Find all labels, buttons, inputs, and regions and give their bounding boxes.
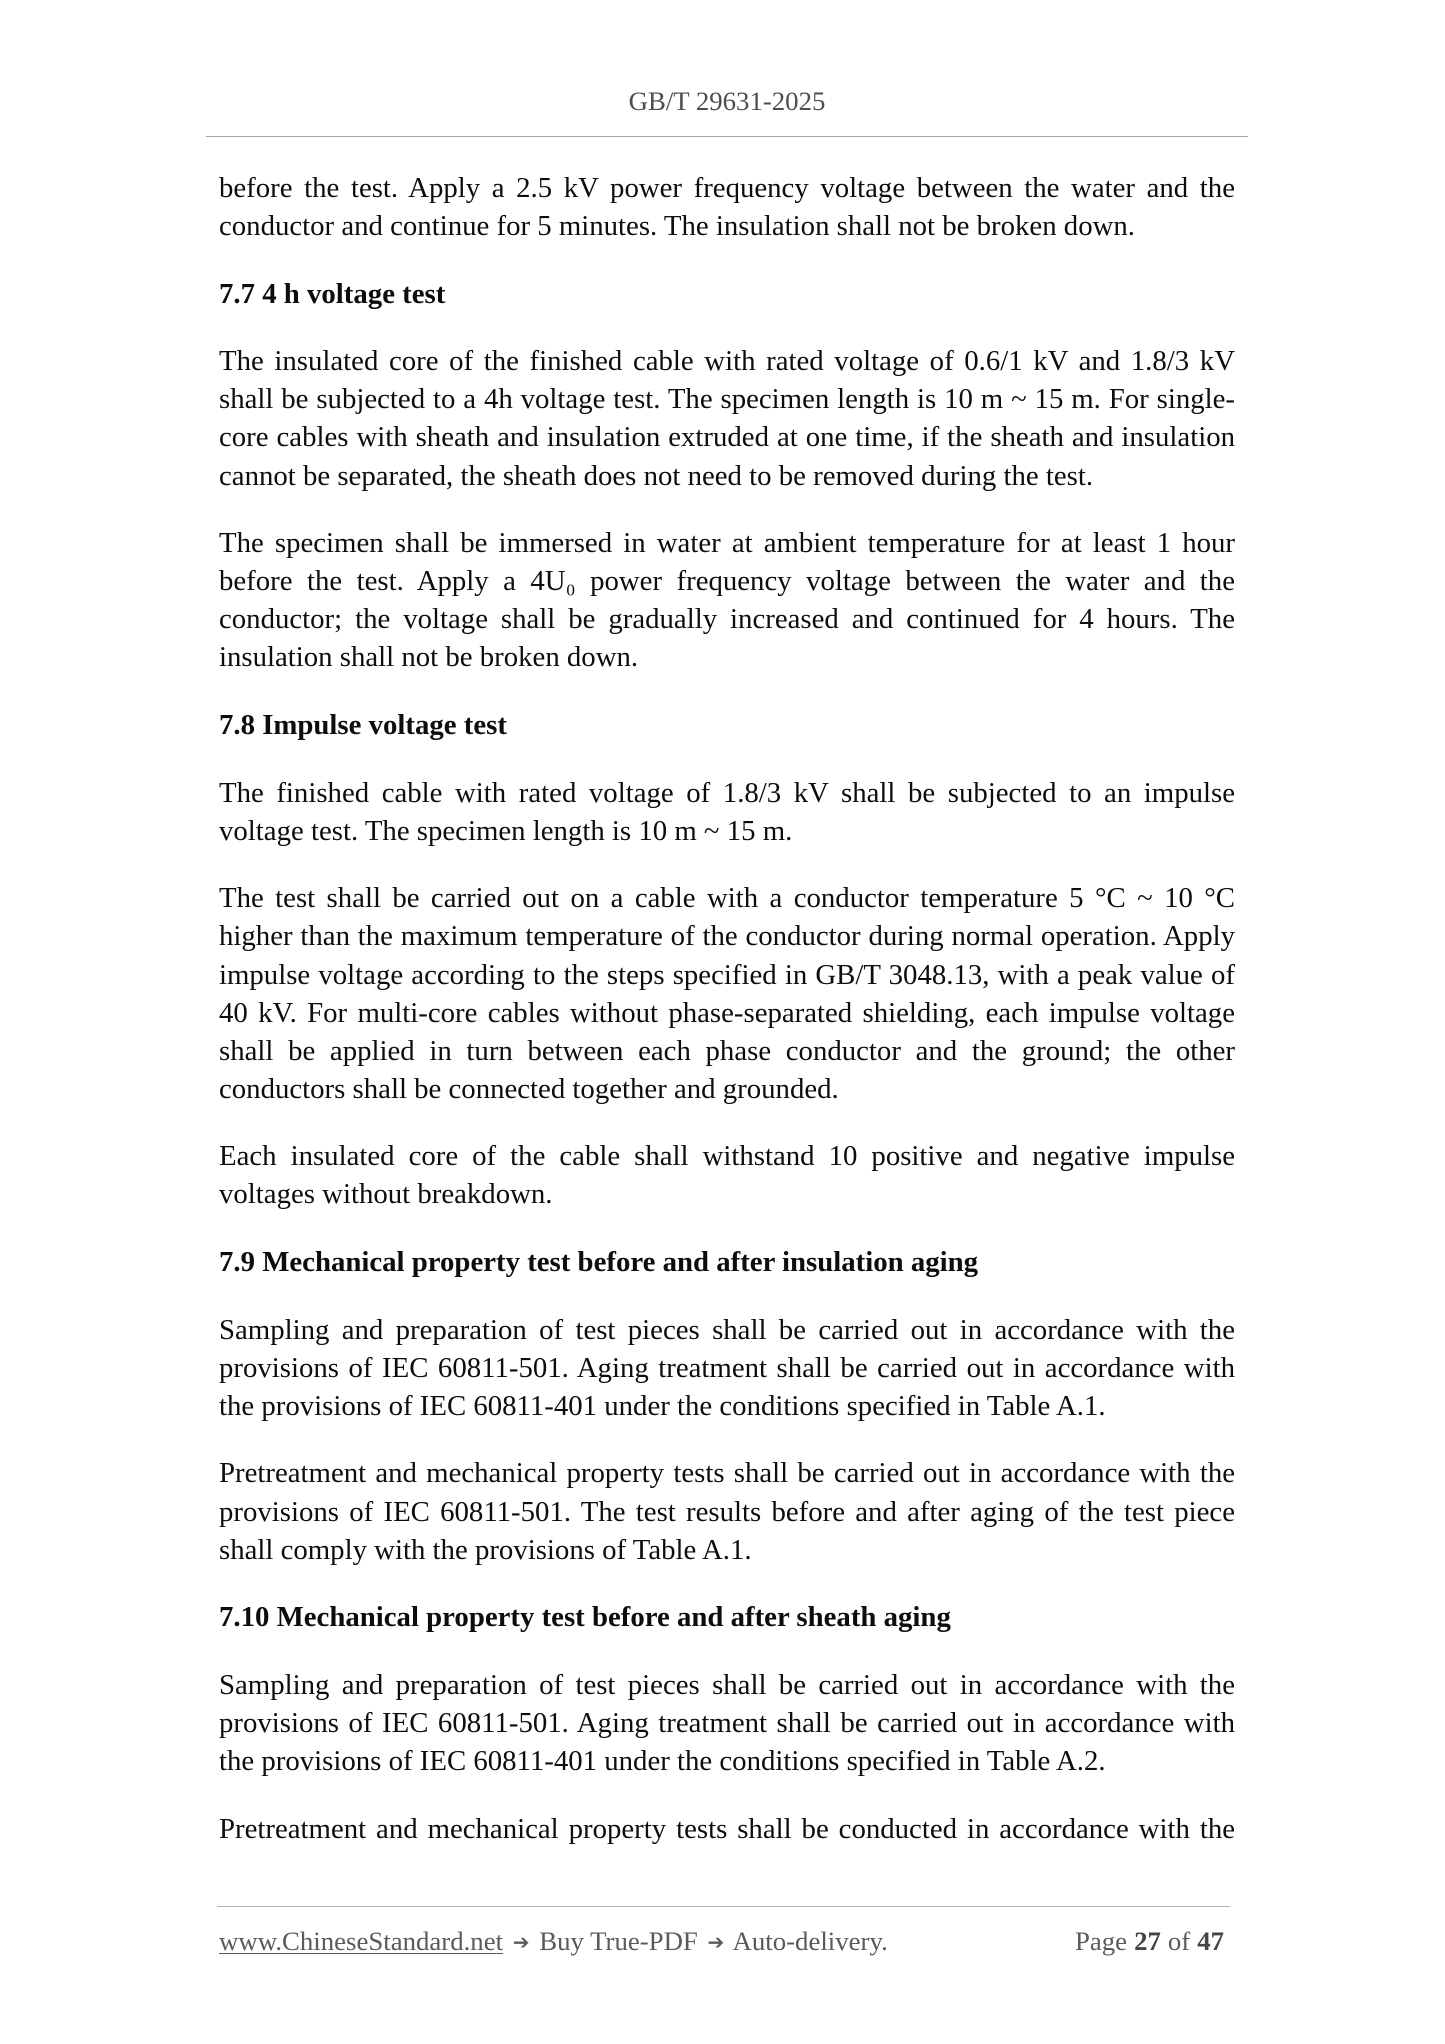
text-line: provisions of IEC 60811-501. The test results before and after aging of the test piece [219, 1495, 1235, 1528]
text-line: The finished cable with rated voltage of 1.8/3 kV shall be subjected to an impulse [219, 776, 1235, 809]
text-line: shall be applied in turn between each phase conductor and the ground; the other [219, 1034, 1235, 1067]
text-line: before the test. Apply a 2.5 kV power frequency voltage between the water and the [219, 172, 1235, 204]
text-line: The insulated core of the finished cable with rated voltage of 0.6/1 kV and 1.8/3 kV [219, 345, 1235, 378]
paragraph [219, 1137, 1235, 1213]
page-body [219, 169, 1235, 1877]
text-line: conductors shall be connected together and grounded. [219, 1072, 839, 1105]
text-line: voltage test. The specimen length is 10 m ~ 15 m. [219, 814, 793, 847]
section-7-9 [219, 1243, 1235, 1569]
text-line: conductor and continue for 5 minutes. The insulation shall not be broken down. [219, 210, 1135, 243]
text-line: the provisions of IEC 60811-401 under the conditions specified in Table A.2. [219, 1745, 1106, 1777]
text-line: Sampling and preparation of test pieces shall be carried out in accordance with the [219, 1313, 1235, 1346]
text-line: The specimen shall be immersed in water at ambient temperature for at least 1 hour [219, 527, 1235, 560]
text-line: before the test. Apply a 4U₀ power frequency voltage between the water and the [219, 565, 1235, 598]
paragraph [219, 879, 1235, 1108]
section-heading: 7.8 Impulse voltage test [219, 709, 507, 742]
text-line: impulse voltage according to the steps specified in GB/T 3048.13, with a peak value of [219, 958, 1235, 991]
text-line: insulation shall not be broken down. [219, 641, 639, 674]
text-line: higher than the maximum temperature of the conductor during normal operation. Apply [219, 920, 1235, 953]
text-line: Sampling and preparation of test pieces shall be carried out in accordance with the [219, 1668, 1235, 1701]
text-line: cannot be separated, the sheath does not need to be removed during the test. [219, 459, 1094, 492]
current-page: 27 [1134, 1926, 1161, 1956]
text-line: provisions of IEC 60811-501. Aging treatment shall be carried out in accordance with [219, 1351, 1235, 1384]
delivery-label: Auto-delivery. [732, 1926, 888, 1956]
text-line: The test shall be carried out on a cable with a conductor temperature 5 °C ~ 10 °C [219, 882, 1235, 915]
paragraph [219, 1311, 1235, 1425]
page-number [1075, 1924, 1224, 1958]
site-link[interactable]: www.ChineseStandard.net [219, 1926, 504, 1956]
of-label: of [1167, 1926, 1191, 1956]
paragraph [219, 342, 1235, 494]
right-arrow-icon [513, 1925, 530, 1959]
paragraph [219, 169, 1235, 245]
text-line: core cables with sheath and insulation extruded at one time, if the sheath and insulation [219, 421, 1235, 454]
paragraph-continues-next-page [219, 1810, 1235, 1848]
paragraph [219, 774, 1235, 850]
page-label: Page [1074, 1926, 1128, 1956]
section-7-10 [219, 1598, 1235, 1847]
section-heading: 7.9 Mechanical property test before and after insulation aging [219, 1246, 979, 1279]
text-line: Pretreatment and mechanical property tests shall be carried out in accordance with the [219, 1457, 1235, 1490]
standard-number-header: GB/T 29631-2025 [628, 86, 826, 116]
footer-divider [217, 1906, 1230, 1907]
paragraph [219, 1666, 1235, 1780]
paragraph [219, 524, 1235, 676]
section-7-8 [219, 706, 1235, 1214]
text-line: conductor; the voltage shall be gradually increased and continued for 4 hours. The [219, 603, 1235, 636]
text-line: the provisions of IEC 60811-401 under the conditions specified in Table A.1. [219, 1389, 1106, 1422]
text-line: Pretreatment and mechanical property tests shall be conducted in accordance with the [219, 1812, 1235, 1845]
section-heading: 7.10 Mechanical property test before and after sheath aging [219, 1601, 951, 1634]
header-divider [206, 136, 1248, 137]
total-pages: 47 [1197, 1926, 1224, 1956]
section-7-7 [219, 275, 1235, 677]
paragraph [219, 1454, 1235, 1568]
text-line: 40 kV. For multi-core cables without phase-separated shielding, each impulse voltage [219, 996, 1235, 1029]
text-line: voltages without breakdown. [219, 1178, 553, 1211]
right-arrow-icon [708, 1925, 725, 1959]
text-line: shall comply with the provisions of Table A.1. [219, 1533, 752, 1566]
footer-promo [219, 1924, 888, 1958]
section-heading: 7.7 4 h voltage test [219, 277, 446, 310]
text-line: provisions of IEC 60811-501. Aging treatment shall be carried out in accordance with [219, 1706, 1235, 1739]
text-line: shall be subjected to a 4h voltage test. The specimen length is 10 m ~ 15 m. For single- [219, 383, 1235, 416]
text-line: Each insulated core of the cable shall withstand 10 positive and negative impulse [219, 1140, 1235, 1173]
buy-label: Buy True-PDF [539, 1926, 698, 1956]
